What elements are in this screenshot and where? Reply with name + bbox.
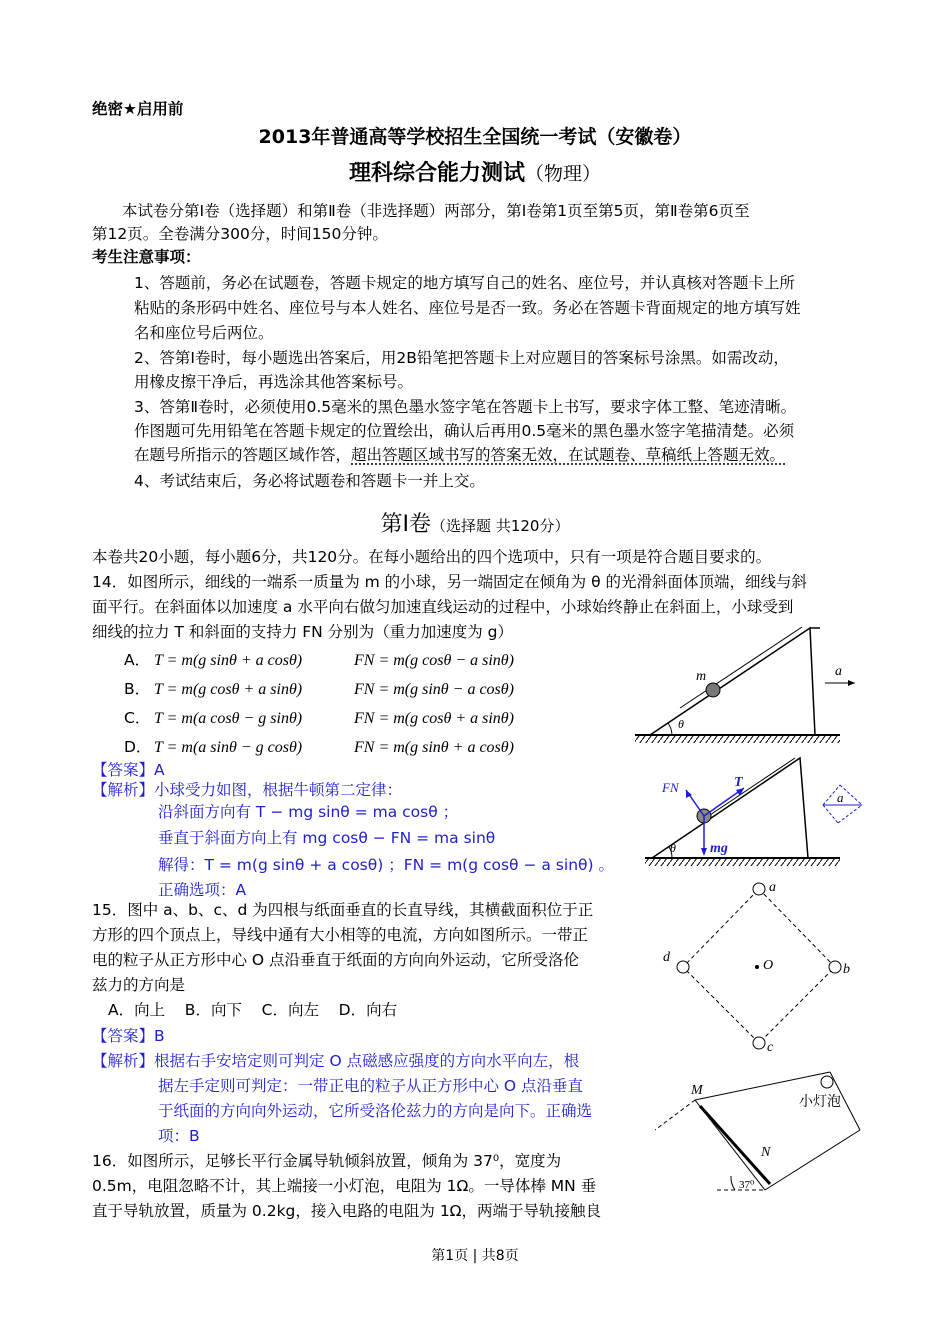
angle-label: 37⁰ <box>739 1179 755 1191</box>
accel-component-2 <box>823 805 838 823</box>
exam-subtitle <box>0 156 950 187</box>
q14-analysis-4: 正确选项：A <box>158 881 247 899</box>
q15-options: A．向上 B．向下 C．向左 D．向右 <box>108 1001 398 1019</box>
accel-arrowhead <box>848 680 855 686</box>
section-heading <box>0 507 950 538</box>
section-paren: （选择题 共120分） <box>431 517 570 535</box>
theta-label: θ <box>678 717 684 731</box>
option-fn: FN = m(g cosθ − a sinθ) <box>354 652 514 669</box>
label-o: O <box>763 958 774 973</box>
notice-4: 4、考试结束后，务必将试题卷和答题卡一并上交。 <box>134 472 485 490</box>
wire-a <box>753 883 765 895</box>
dashed-left <box>655 1100 695 1130</box>
normal-label: FN <box>662 780 679 795</box>
label-m: M <box>691 1083 703 1098</box>
rod-mn <box>700 1106 770 1184</box>
q14-analysis-3: 解得：T = m(g sinθ + a cosθ) ；FN = m(g cosθ − a sinθ) 。 <box>158 856 614 874</box>
ball <box>706 683 720 697</box>
q15-analysis-2: 据左手定则可判定：一带正电的粒子从正方形中心 O 点沿垂直 <box>158 1077 584 1095</box>
q14-analysis-1: 沿斜面方向有 T − mg sinθ = ma cosθ ； <box>158 803 459 821</box>
label-n: N <box>761 1145 771 1160</box>
string-line <box>680 627 802 708</box>
dashed-square <box>683 889 835 1043</box>
string-line <box>710 758 795 815</box>
option-label: C． <box>124 709 151 727</box>
accel-box-2 <box>838 805 862 823</box>
label-c: c <box>767 1040 774 1055</box>
notice-3c-dotted: 超出答题区域书写的答案无效，在试题卷、草稿纸上答题无效。 <box>351 446 786 464</box>
q16-line1: 16．如图所示，足够长平行金属导轨倾斜放置，倾角为 37⁰，宽度为 <box>92 1152 562 1170</box>
wire-c <box>753 1037 765 1049</box>
q14-answer: 【答案】A <box>92 761 165 779</box>
q14-analysis-2: 垂直于斜面方向上有 mg cosθ − FN = ma sinθ <box>158 829 496 847</box>
bulb-label: 小灯泡 <box>799 1095 841 1110</box>
option-label: B． <box>124 680 151 698</box>
q14-option-a <box>124 648 514 672</box>
q14-option-b <box>124 677 514 701</box>
analysis-text: 根据右手安培定则可判定 O 点磁感应强度的方向水平向左，根 <box>154 1052 580 1070</box>
option-label: A． <box>124 651 151 669</box>
q14-line3: 细线的拉力 T 和斜面的支持力 FN 分别为（重力加速度为 g） <box>92 623 513 641</box>
center-point <box>755 965 759 969</box>
label-b: b <box>843 962 850 977</box>
page-footer: 第1页 | 共8页 <box>431 1248 519 1264</box>
analysis-text: 小球受力如图，根据牛顿第二定律： <box>154 781 403 799</box>
option-t: T = m(a cosθ − g sinθ) <box>154 710 303 727</box>
accel-label: a <box>835 664 842 679</box>
q16-rails-figure <box>645 1060 875 1200</box>
q14-line1: 14．如图所示，细线的一端系一质量为 m 的小球，另一端固定在倾角为 θ 的光滑斜面体顶端，细线与斜 <box>92 573 808 591</box>
mass-label: m <box>696 669 707 684</box>
option-label: D． <box>124 738 152 756</box>
subtitle-main: 理科综合能力测试 <box>348 161 525 186</box>
option-fn: FN = m(g sinθ − a cosθ) <box>354 681 514 698</box>
notice-1c: 名和座位号后两位。 <box>134 324 274 342</box>
notice-2a: 2、答第Ⅰ卷时，每小题选出答案后，用2B铅笔把答题卡上对应题目的答案标号涂黑。如需改动， <box>134 349 789 367</box>
q15-analysis-3: 于纸面的方向向外运动，它所受洛伦兹力的方向是向下。正确选 <box>158 1102 593 1120</box>
notice-2b: 用橡皮擦干净后，再选涂其他答案标号。 <box>134 373 414 391</box>
incline-triangle <box>650 628 815 735</box>
option-fn: FN = m(g sinθ + a cosθ) <box>354 739 514 756</box>
section-title: 第Ⅰ卷 <box>380 512 432 537</box>
angle-arc <box>731 1176 735 1190</box>
option-fn: FN = m(g cosθ + a sinθ) <box>354 710 514 727</box>
notice-3b: 作图题可先用铅笔在答题卡规定的位置绘出，确认后再用0.5毫米的黑色墨水签字笔描清楚。必须 <box>134 422 795 440</box>
analysis-tag: 【解析】 <box>92 781 155 799</box>
q15-answer: 【答案】B <box>92 1027 165 1045</box>
label-d: d <box>663 950 670 965</box>
tension-label: T <box>734 775 743 790</box>
notice-1b: 粘贴的条形码中姓名、座位号与本人姓名、座位号是否一致。务必在答题卡背面规定的地方填写姓 <box>134 299 801 317</box>
rail-bottom-edge <box>765 1130 860 1190</box>
q14-force-figure <box>640 750 870 870</box>
analysis-tag: 【解析】 <box>92 1052 155 1070</box>
notice-3c <box>134 443 785 467</box>
notice-3c-pre: 在题号所指示的答题区域作答， <box>134 446 352 464</box>
ground-hatch <box>645 858 840 866</box>
ground-hatch <box>635 735 840 743</box>
wire-b <box>829 961 841 973</box>
option-t: T = m(a sinθ − g cosθ) <box>154 739 303 756</box>
q15-line4: 兹力的方向是 <box>92 976 186 994</box>
exam-title: 2013年普通高等学校招生全国统一考试（安徽卷） <box>258 126 692 148</box>
notice-3a: 3、答第Ⅱ卷时，必须使用0.5毫米的黑色墨水签字笔在答题卡上书写，要求字体工整、笔迹清晰。 <box>134 398 797 416</box>
q15-line1: 15．图中 a、b、c、d 为四根与纸面垂直的长直导线，其横截面积位于正 <box>92 901 594 919</box>
q15-analysis-4: 项：B <box>158 1127 200 1145</box>
label-a: a <box>769 880 776 895</box>
notice-title: 考生注意事项： <box>92 248 201 266</box>
q15-square-figure <box>655 875 865 1055</box>
q14-incline-figure <box>630 620 860 750</box>
angle-arc <box>668 723 672 735</box>
subtitle-paren: （物理） <box>525 163 602 185</box>
q15-line3: 电的粒子从正方形中心 O 点沿垂直于纸面的方向向外运动，它所受洛伦 <box>92 951 580 969</box>
theta-label: θ <box>670 841 676 855</box>
q15-analysis-1 <box>92 1049 579 1073</box>
q14-line2: 面平行。在斜面体以加速度 a 水平向右做匀加速直线运动的过程中，小球始终静止在斜面上，小球受到 <box>92 598 794 616</box>
q14-option-d <box>124 735 514 759</box>
q16-line2: 0.5m，电阻忽略不计，其上端接一小灯泡，电阻为 1Ω。一导体棒 MN 垂 <box>92 1177 597 1195</box>
intro-line1: 本试卷分第Ⅰ卷（选择题）和第Ⅱ卷（非选择题）两部分，第Ⅰ卷第1页至第5页，第Ⅱ卷第6页至 <box>122 202 750 220</box>
wire-d <box>677 961 689 973</box>
accel-label: a <box>837 790 844 805</box>
option-t: T = m(g sinθ + a cosθ) <box>154 652 303 669</box>
q14-option-c <box>124 706 514 730</box>
notice-1a: 1、答题前，务必在试题卷，答题卡规定的地方填写自己的姓名、座位号，并认真核对答题卡上所 <box>134 274 795 292</box>
section-desc: 本卷共20小题，每小题6分，共120分。在每小题给出的四个选项中，只有一项是符合题目要求的。 <box>92 548 772 566</box>
secret-label: 绝密★启用前 <box>92 100 184 118</box>
q14-analysis <box>92 778 402 802</box>
option-t: T = m(g cosθ + a sinθ) <box>154 681 303 698</box>
bulb <box>821 1076 833 1088</box>
q16-line3: 直于导轨放置，质量为 0.2kg，接入电路的电阻为 1Ω，两端于导轨接触良 <box>92 1202 602 1220</box>
q15-line2: 方形的四个顶点上，导线中通有大小相等的电流，方向如图所示。一带正 <box>92 926 589 944</box>
gravity-arrowhead <box>701 848 707 856</box>
intro-line2: 第12页。全卷满分300分，时间150分钟。 <box>92 225 388 243</box>
gravity-label: mg <box>710 841 728 856</box>
